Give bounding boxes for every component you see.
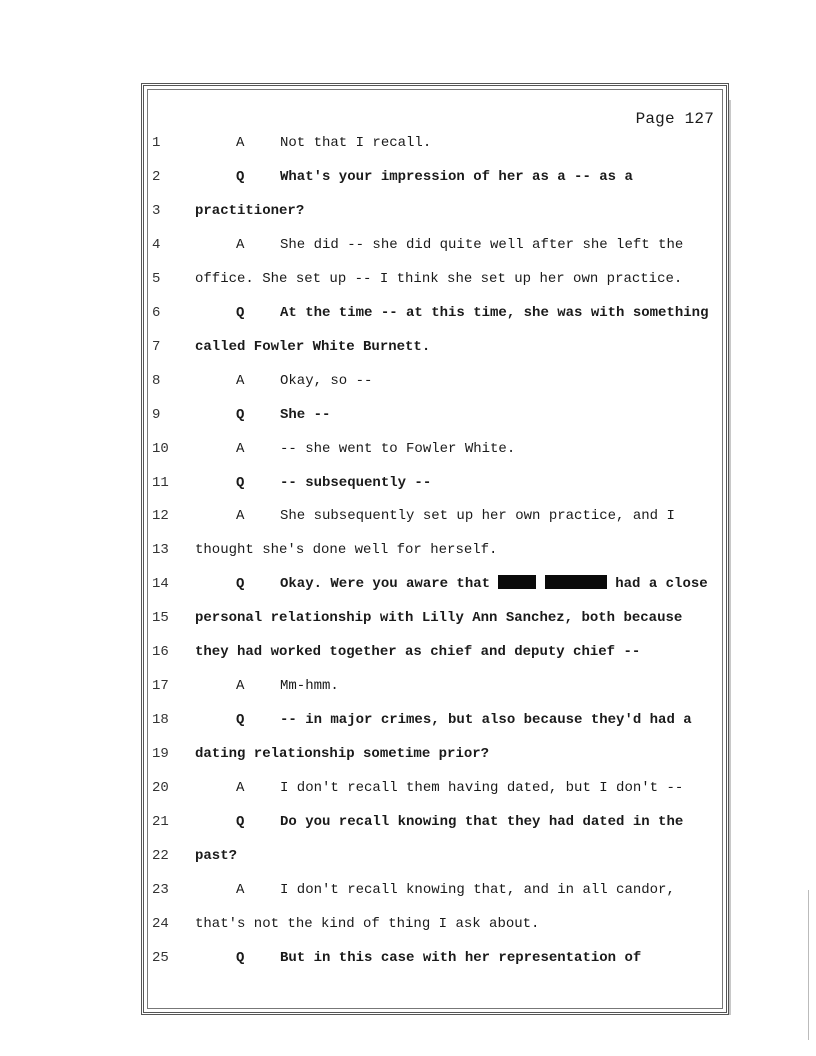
- transcript-line: [0, 167, 816, 187]
- line-number: 14: [152, 576, 169, 593]
- line-text: -- in major crimes, but also because they'd had a: [280, 712, 692, 729]
- speaker-label: Q: [236, 168, 245, 185]
- line-text: But in this case with her representation of: [280, 949, 642, 966]
- transcript-line: [0, 812, 816, 832]
- page-number: Page 127: [635, 110, 714, 128]
- line-number: 22: [152, 847, 169, 864]
- transcript-line: [0, 235, 816, 255]
- transcript-line: [0, 371, 816, 391]
- line-text: Okay, so --: [280, 372, 373, 389]
- line-number: 19: [152, 746, 169, 763]
- line-number: 18: [152, 712, 169, 729]
- line-number: 15: [152, 610, 169, 627]
- line-number: 24: [152, 915, 169, 932]
- speaker-label: A: [236, 881, 245, 898]
- line-number: 7: [152, 338, 161, 355]
- line-number: 6: [152, 304, 161, 321]
- speaker-label: Q: [236, 814, 245, 830]
- transcript-line: [0, 303, 816, 323]
- transcript-line: [0, 880, 816, 900]
- transcript-line: [0, 710, 816, 730]
- transcript-line: [0, 439, 816, 459]
- line-number: 4: [152, 236, 161, 253]
- transcript-line: [0, 269, 816, 289]
- transcript-line: [0, 914, 816, 934]
- speaker-label: A: [236, 372, 245, 389]
- line-text: I don't recall them having dated, but I don't --: [280, 780, 684, 797]
- speaker-label: Q: [236, 949, 245, 966]
- speaker-label: Q: [236, 304, 245, 321]
- line-number: 20: [152, 780, 169, 797]
- speaker-label: A: [236, 780, 245, 797]
- line-text: At the time -- at this time, she was with something: [280, 304, 709, 321]
- speaker-label: Q: [236, 406, 245, 423]
- line-number: 21: [152, 814, 169, 830]
- transcript-line: [0, 540, 816, 560]
- speaker-label: A: [236, 440, 245, 457]
- transcript-line: [0, 778, 816, 798]
- transcript-line: [0, 676, 816, 696]
- transcript-line: [0, 201, 816, 221]
- transcript-line: [0, 948, 816, 968]
- redaction-bar: [545, 575, 607, 589]
- line-number: 25: [152, 949, 169, 966]
- transcript-line: [0, 574, 816, 594]
- transcript-line: [0, 608, 816, 628]
- line-number: 8: [152, 372, 161, 389]
- line-text: Mm-hmm.: [280, 678, 339, 695]
- line-text: past?: [195, 847, 238, 864]
- line-text-before-redaction: Okay. Were you aware that: [280, 576, 499, 593]
- line-text: -- she went to Fowler White.: [280, 440, 516, 457]
- speaker-label: A: [236, 508, 245, 525]
- line-number: 10: [152, 440, 169, 457]
- line-number: 13: [152, 542, 169, 559]
- line-number: 3: [152, 202, 161, 219]
- line-text: [280, 574, 708, 594]
- speaker-label: Q: [236, 474, 245, 491]
- speaker-label: A: [236, 678, 245, 695]
- line-text: -- subsequently --: [280, 474, 432, 491]
- redaction-bar: [498, 575, 536, 589]
- transcript-line: [0, 846, 816, 866]
- line-number: 1: [152, 135, 161, 151]
- speaker-label: A: [236, 135, 245, 151]
- line-number: 16: [152, 644, 169, 661]
- line-text: What's your impression of her as a -- as a: [280, 168, 633, 185]
- transcript-line: [0, 744, 816, 764]
- line-text: personal relationship with Lilly Ann Sanchez, both because: [195, 610, 683, 627]
- transcript-line: [0, 473, 816, 493]
- speaker-label: Q: [236, 712, 245, 729]
- line-text: they had worked together as chief and deputy chief --: [195, 644, 641, 661]
- speaker-label: Q: [236, 576, 245, 593]
- line-text: She subsequently set up her own practice, and I: [280, 508, 675, 525]
- transcript-line: [0, 642, 816, 662]
- line-number: 9: [152, 406, 161, 423]
- line-text: Not that I recall.: [280, 135, 432, 151]
- line-number: 12: [152, 508, 169, 525]
- transcript-line: [0, 337, 816, 357]
- line-text: practitioner?: [195, 202, 305, 219]
- line-text: office. She set up -- I think she set up her own practice.: [195, 270, 683, 287]
- line-number: 17: [152, 678, 169, 695]
- line-text: She --: [280, 406, 331, 423]
- line-text: that's not the kind of thing I ask about.: [195, 915, 540, 932]
- line-text: I don't recall knowing that, and in all candor,: [280, 881, 675, 898]
- line-text: called Fowler White Burnett.: [195, 338, 431, 355]
- line-text: dating relationship sometime prior?: [195, 746, 490, 763]
- line-number: 2: [152, 168, 161, 185]
- transcript-line: [0, 405, 816, 425]
- speaker-label: A: [236, 236, 245, 253]
- line-number: 11: [152, 474, 169, 491]
- transcript-line: [0, 133, 816, 153]
- transcript-line: [0, 506, 816, 526]
- line-text: She did -- she did quite well after she left the: [280, 236, 684, 253]
- line-text: thought she's done well for herself.: [195, 542, 498, 559]
- line-number: 23: [152, 881, 169, 898]
- line-text: Do you recall knowing that they had dated in the: [280, 814, 684, 830]
- line-text-after-redaction: had a close: [606, 576, 708, 593]
- line-number: 5: [152, 270, 161, 287]
